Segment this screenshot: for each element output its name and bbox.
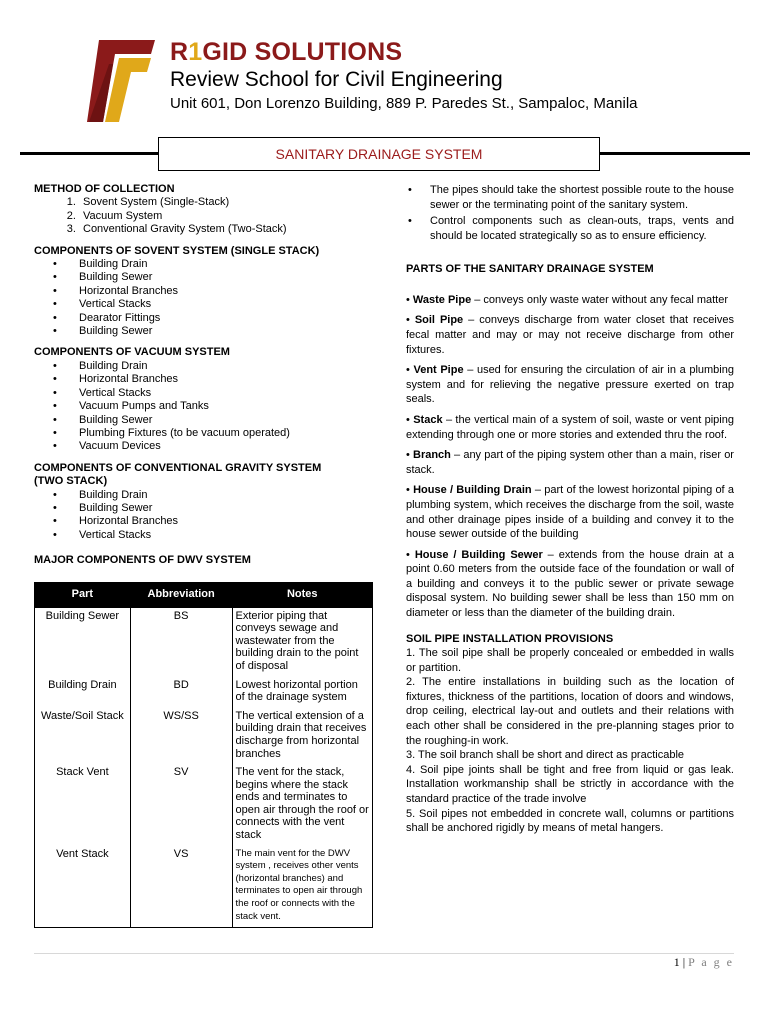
list-item: • Vertical Stacks <box>79 298 379 311</box>
list-item: • Building Drain <box>79 489 379 502</box>
part-cell: Stack Vent <box>35 764 131 846</box>
table-row <box>35 677 373 708</box>
dwv-heading: MAJOR COMPONENTS OF DWV SYSTEM <box>34 554 251 567</box>
list-item: • Dearator Fittings <box>79 312 379 325</box>
vacuum-list <box>34 360 379 454</box>
list-item: • Building Drain <box>79 360 379 373</box>
list-item: 3. Conventional Gravity System (Two-Stack) <box>79 223 379 236</box>
footer-rule <box>34 953 734 954</box>
notes-cell: Lowest horizontal portion of the drainage system <box>232 677 372 708</box>
parts-heading: PARTS OF THE SANITARY DRAINAGE SYSTEM <box>406 263 654 276</box>
list-item: • Building Sewer <box>79 325 379 338</box>
list-item: • Building Drain <box>79 258 379 271</box>
list-item: 1. The soil pipe shall be properly concealed or embedded in walls or partition. <box>406 647 734 674</box>
part-cell: Building Sewer <box>35 607 131 676</box>
provisions-list <box>406 646 734 836</box>
sovent-list <box>34 258 379 338</box>
document-title: SANITARY DRAINAGE SYSTEM <box>158 137 600 171</box>
abbr-cell: SV <box>130 764 232 846</box>
list-item: • Vacuum Devices <box>79 440 379 453</box>
gravity-heading: COMPONENTS OF CONVENTIONAL GRAVITY SYSTEM (TWO STACK) <box>34 461 322 488</box>
column-header: Abbreviation <box>130 582 232 607</box>
dwv-table <box>34 582 373 929</box>
list-item: • Vertical Stacks <box>79 529 379 542</box>
column-header: Part <box>35 582 131 607</box>
list-item: 2. Vacuum System <box>79 210 379 223</box>
list-item: • Branch – any part of the piping system other than a main, riser or stack. <box>406 449 734 476</box>
list-item: 3. The soil branch shall be short and direct as practicable <box>406 749 685 762</box>
list-item: • Plumbing Fixtures (to be vacuum operated) <box>79 427 379 440</box>
list-item: • Waste Pipe – conveys only waste water without any fecal matter <box>406 293 728 306</box>
brand-name: R1GID SOLUTIONS <box>170 38 403 66</box>
notes-cell: The vertical extension of a building drain that receives discharge from horizontal branches <box>232 708 372 764</box>
provisions-heading: SOIL PIPE INSTALLATION PROVISIONS <box>406 632 614 645</box>
abbr-cell: WS/SS <box>130 708 232 764</box>
list-item: • Building Sewer <box>79 414 379 427</box>
page-number: 1 | P a g e <box>673 955 734 969</box>
list-item: • Horizontal Branches <box>79 515 379 528</box>
abbr-cell: BS <box>130 607 232 676</box>
sovent-heading: COMPONENTS OF SOVENT SYSTEM (SINGLE STACK) <box>34 244 320 257</box>
notes-cell: The vent for the stack, begins where the stack ends and terminates to open air through the roof or connects with the vent stack <box>232 764 372 846</box>
column-header: Notes <box>232 582 372 607</box>
table-row <box>35 846 373 928</box>
list-item: • Building Sewer <box>79 502 379 515</box>
list-item: 1. Sovent System (Single-Stack) <box>79 196 379 209</box>
table-row <box>35 607 373 676</box>
list-item: • Vertical Stacks <box>79 387 379 400</box>
list-item: • Control components such as clean-outs, traps, vents and should be located strategically so as to ensure efficiency. <box>430 214 734 243</box>
right-column <box>406 183 734 836</box>
rigid-solutions-logo <box>85 38 157 124</box>
left-column <box>34 183 379 928</box>
table-header-row <box>35 582 373 607</box>
method-list <box>34 196 379 236</box>
abbr-cell: VS <box>130 846 232 928</box>
table-row <box>35 764 373 846</box>
part-cell: Building Drain <box>35 677 131 708</box>
list-item: • Vacuum Pumps and Tanks <box>79 400 379 413</box>
part-cell: Waste/Soil Stack <box>35 708 131 764</box>
list-item: • Stack – the vertical main of a system of soil, waste or vent piping extending through one or more stories and extended thru the roof. <box>406 413 734 441</box>
notes-cell: The main vent for the DWV system , receives other vents (horizontal branches) and terminates to open air through the roof or connects with the stack vent. <box>232 846 372 928</box>
list-item: 4. Soil pipe joints shall be tight and free from liquid or gas leak. Installation workmanship shall be strictly in accordance with the standard practice of the trade involve <box>406 763 734 805</box>
notes-cell: Exterior piping that conveys sewage and wastewater from the building drain to the point of disposal <box>232 607 372 676</box>
parts-list <box>406 293 734 621</box>
gravity-list <box>34 489 379 543</box>
list-item: • House / Building Sewer – extends from the house drain at a point 0.60 meters from the outside face of the foundation or wall of a building and conveys it to the public sewer or private sewage disposal system. No building sewer shall be less than 150 mm on diameter or less than the diameter of the building drain. <box>406 548 734 620</box>
list-item: 2. The entire installations in building such as the location of fixtures, thickness of the partitions, location of doors and windows, drop ceiling, electrical lay-out and outlets and their relations with each other shall be considered in the pre-planning stages prior to the roughing-in work. <box>406 676 734 747</box>
abbr-cell: BD <box>130 677 232 708</box>
list-item: • Soil Pipe – conveys discharge from water closet that receives fecal matter and may or may not receive discharge from other fixtures. <box>406 314 734 356</box>
list-item: • Horizontal Branches <box>79 285 379 298</box>
list-item: • Building Sewer <box>79 271 379 284</box>
method-heading: METHOD OF COLLECTION <box>34 183 175 195</box>
list-item: • Vent Pipe – used for ensuring the circulation of air in a plumbing system and for relieving the negative pressure exerted on trap seals. <box>406 364 734 406</box>
list-item: • The pipes should take the shortest possible route to the house sewer or the terminating point of the sanitary system. <box>430 183 734 212</box>
school-subtitle: Review School for Civil Engineering <box>170 68 503 91</box>
table-row <box>35 708 373 764</box>
part-cell: Vent Stack <box>35 846 131 928</box>
route-bullets <box>406 183 734 243</box>
list-item: • House / Building Drain – part of the lowest horizontal piping of a plumbing system, which receives the discharge from the soil, waste and other drainage pipes inside of a building and convey it to the house sewer outside of the building <box>406 484 734 541</box>
school-address: Unit 601, Don Lorenzo Building, 889 P. Paredes St., Sampaloc, Manila <box>170 95 638 112</box>
list-item: 5. Soil pipes not embedded in concrete wall, columns or partitions shall be anchored rigidly by means of metal hangers. <box>406 807 734 835</box>
vacuum-heading: COMPONENTS OF VACUUM SYSTEM <box>34 346 230 359</box>
list-item: • Horizontal Branches <box>79 373 379 386</box>
